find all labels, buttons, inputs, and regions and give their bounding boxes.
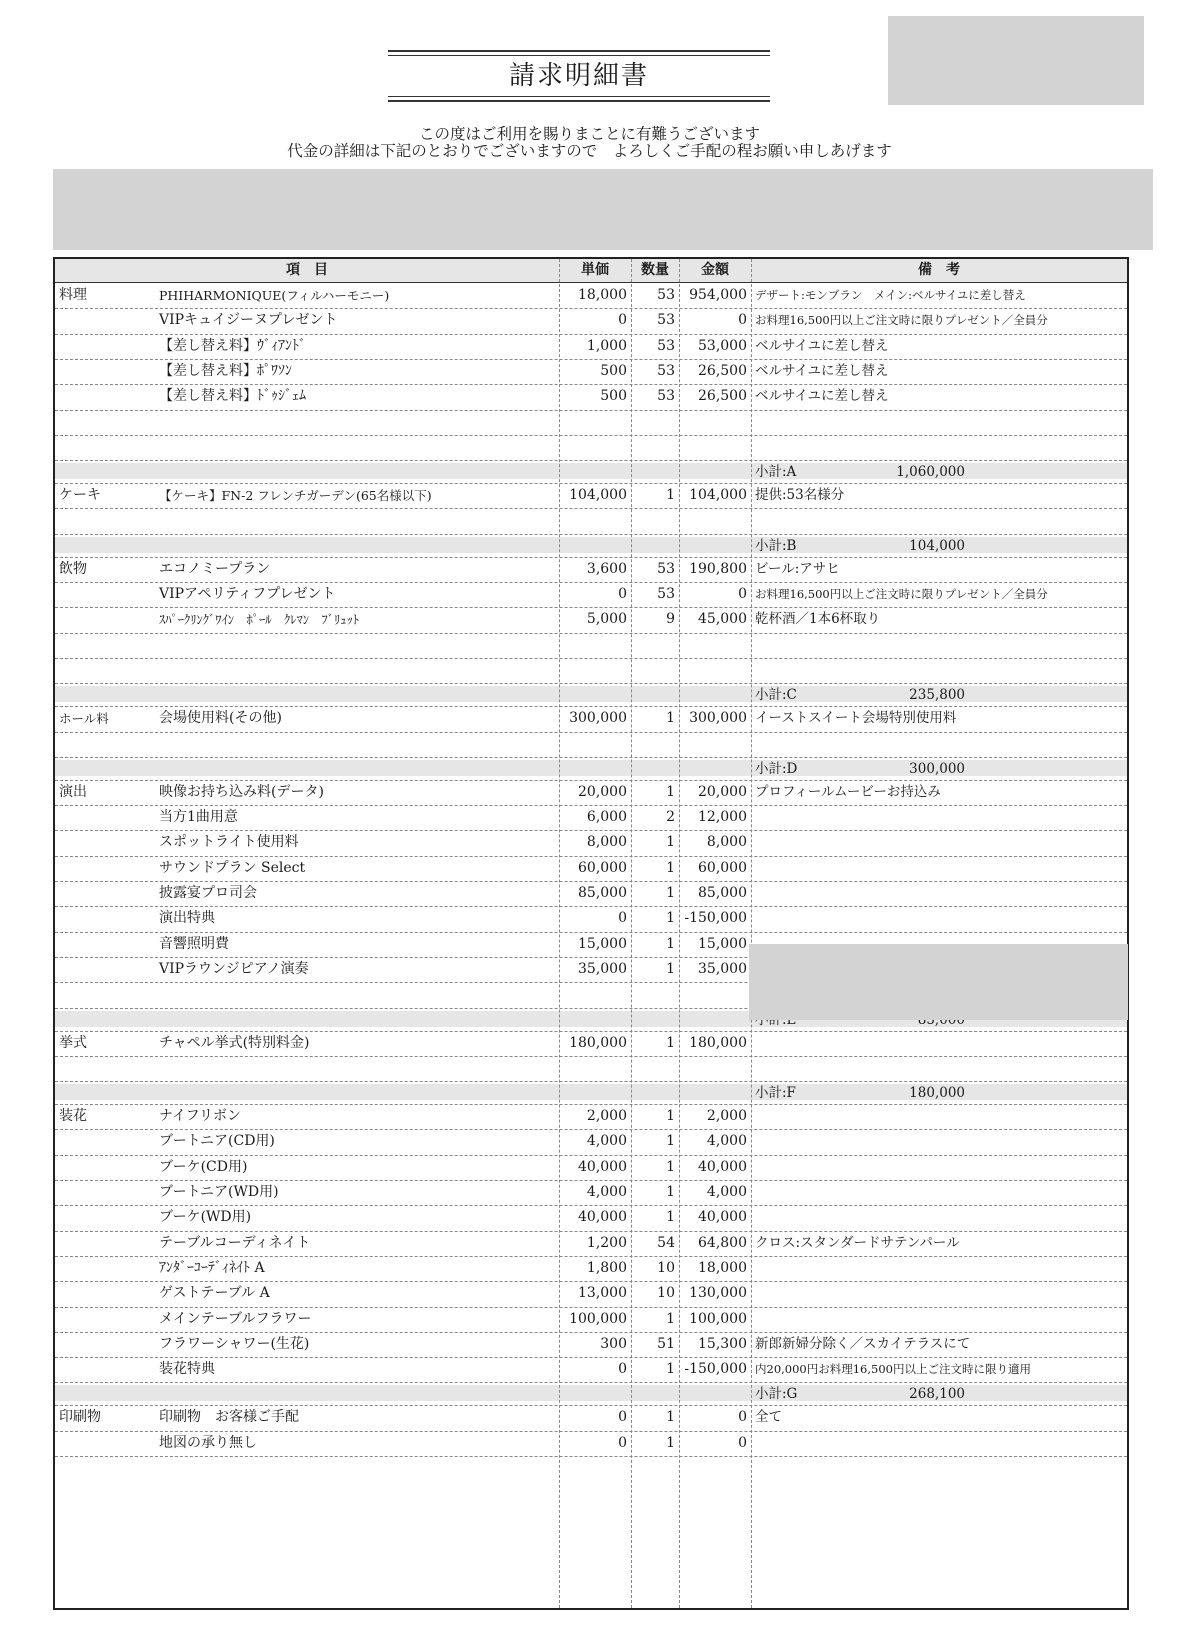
quantity: 1 [666,935,675,952]
quantity: 10 [657,1259,675,1276]
item-name: ブーケ(CD用) [159,1158,248,1175]
item-name: 会場使用料(その他) [159,710,282,727]
category-label: 演出 [59,783,87,800]
amount: 85,000 [698,885,747,901]
unit-price: 85,000 [578,885,627,901]
note: イーストスイート会場特別使用料 [755,710,957,727]
quantity: 53 [657,337,675,354]
row-separator [55,757,1127,758]
unit-price: 100,000 [569,1310,627,1327]
quantity: 1 [666,783,675,800]
note: ビール:アサヒ [755,560,840,577]
item-name: 地図の承り無し [159,1434,257,1451]
unit-price: 2,000 [586,1108,627,1125]
row-separator [55,633,1127,634]
subtotal-band [55,760,1127,776]
subtotal-value: 104,000 [909,537,965,554]
row-separator [55,1456,1127,1457]
greeting-line-1: この度はご利用を賜りまことに有難うございます [418,125,760,143]
row-separator [55,410,1127,411]
quantity: 2 [666,809,675,826]
subtotal-band [55,1084,1127,1100]
category-label: ホール料 [59,711,109,727]
amount: 0 [738,312,747,329]
quantity: 1 [666,1034,675,1051]
unit-price: 0 [618,1409,627,1426]
redacted-header-box [888,16,1144,105]
unit-price: 1,000 [586,337,627,354]
row-separator [55,435,1127,436]
quantity: 1 [666,960,675,977]
subtotal-band [55,686,1127,702]
subtotal-value: 180,000 [909,1085,965,1102]
quantity: 1 [666,1108,675,1125]
amount: 300,000 [689,710,747,727]
item-name: PHIHARMONIQUE(フィルハーモニー) [159,288,390,303]
item-name: VIPアペリティフプレゼント [159,586,336,602]
note: お料理16,500円以上ご注文時に限りプレゼント／全員分 [755,587,1048,601]
amount: 20,000 [698,783,747,800]
row-separator [55,683,1127,684]
item-name: ブートニア(CD用) [159,1133,275,1150]
unit-price: 500 [600,362,627,379]
item-name: ブートニア(WD用) [159,1184,279,1200]
quantity: 51 [657,1335,675,1352]
unit-price: 500 [600,388,627,405]
header-price: 単価 [581,262,609,278]
subtotal-value: 1,060,000 [896,464,965,481]
subtotal-band [55,537,1127,553]
amount: 100,000 [689,1310,747,1327]
amount: 130,000 [689,1285,747,1302]
amount: 64,800 [698,1234,747,1251]
quantity: 1 [666,1310,675,1327]
row-separator [55,1056,1127,1057]
note: 提供:53名様分 [755,487,845,504]
category-label: 装花 [59,1108,87,1125]
quantity: 1 [666,834,675,851]
amount: 12,000 [698,809,747,826]
quantity: 1 [666,1133,675,1150]
note: プロフィールムービーお持込み [755,783,941,800]
item-name: 演出特典 [159,910,215,927]
item-name: 披露宴プロ司会 [159,885,257,901]
quantity: 54 [657,1234,675,1251]
category-label: 飲物 [59,560,87,577]
item-name: ナイフリボン [159,1108,242,1125]
unit-price: 0 [618,1361,627,1378]
amount: 26,500 [698,362,747,379]
note: ベルサイユに差し替え [755,337,889,354]
table-header [55,259,1127,283]
amount: 954,000 [689,287,747,303]
amount: 8,000 [706,834,747,851]
unit-price: 4,000 [586,1184,627,1200]
item-name: サウンドプラン Select [159,859,306,876]
unit-price: 4,000 [586,1133,627,1150]
quantity: 53 [657,560,675,577]
item-name: ｽﾊﾟｰｸﾘﾝｸﾞﾜｲﾝ ﾎﾟｰﾙ ｸﾚﾏﾝ ﾌﾞﾘｭｯﾄ [159,612,360,628]
note: 全て [755,1409,782,1426]
item-name: 【ケーキ】FN-2 フレンチガーデン(65名様以下) [159,488,432,504]
subtotal-label: 小計:A [755,464,797,481]
item-name: テーブルコーディネイト [159,1234,311,1251]
amount: 35,000 [698,960,747,977]
note: 乾杯酒／1本6杯取り [755,611,881,628]
subtotal-label: 小計:F [755,1085,796,1102]
item-name: 映像お持ち込み料(データ) [159,783,324,800]
subtotal-band [55,1385,1127,1401]
amount: 15,000 [698,935,747,952]
amount: 0 [738,1409,747,1426]
quantity: 1 [666,1184,675,1200]
note: デザート:モンブラン メイン:ベルサイユに差し替え [755,288,1026,302]
unit-price: 0 [618,312,627,329]
note: クロス:スタンダードサテンパール [755,1234,960,1251]
item-name: 当方1曲用意 [159,809,238,826]
row-separator [55,1081,1127,1082]
unit-price: 60,000 [578,859,627,876]
quantity: 1 [666,1361,675,1378]
row-separator [55,460,1127,461]
note: 新郎新婦分除く／スカイテラスにて [755,1335,971,1352]
unit-price: 8,000 [586,834,627,851]
unit-price: 15,000 [578,935,627,952]
header-amount: 金額 [701,262,729,278]
quantity: 10 [657,1285,675,1302]
subtotal-value: 268,100 [909,1386,965,1403]
item-name: VIPキュイジーヌプレゼント [159,312,338,329]
quantity: 53 [657,388,675,405]
quantity: 1 [666,885,675,901]
row-separator [55,508,1127,509]
item-name: VIPラウンジピアノ演奏 [159,960,309,977]
unit-price: 20,000 [578,783,627,800]
quantity: 1 [666,1209,675,1226]
amount: 190,800 [689,560,747,577]
unit-price: 300 [600,1335,627,1352]
item-name: エコノミープラン [159,560,271,577]
item-name: チャペル挙式(特別料金) [159,1034,310,1051]
quantity: 1 [666,1158,675,1175]
unit-price: 1,800 [586,1259,627,1276]
subtotal-value: 235,800 [909,687,965,704]
note: ベルサイユに差し替え [755,362,889,379]
unit-price: 3,600 [586,560,627,577]
invoice-table [53,257,1129,1610]
item-name: 【差し替え料】ﾎﾟﾜｿﾝ [159,362,292,379]
row-separator [55,1382,1127,1383]
item-name: 【差し替え料】ｳﾞｨｱﾝﾄﾞ [159,337,306,354]
item-name: ブーケ(WD用) [159,1209,252,1226]
unit-price: 18,000 [578,287,627,303]
column-divider [631,259,632,1608]
note: お料理16,500円以上ご注文時に限りプレゼント／全員分 [755,313,1048,328]
amount: 2,000 [706,1108,747,1125]
column-divider [559,259,560,1608]
quantity: 1 [666,1409,675,1426]
quantity: 1 [666,487,675,504]
quantity: 53 [657,312,675,329]
quantity: 53 [657,287,675,303]
amount: 60,000 [698,859,747,876]
row-separator [55,534,1127,535]
subtotal-label: 小計:G [755,1386,798,1403]
item-name: ゲストテーブル A [159,1285,270,1302]
quantity: 1 [666,1434,675,1451]
amount: 45,000 [698,611,747,628]
quantity: 53 [657,586,675,602]
amount: 40,000 [698,1158,747,1175]
header-note: 備 考 [918,262,960,278]
item-name: フラワーシャワー(生花) [159,1335,310,1352]
amount: 4,000 [706,1184,747,1200]
note: ベルサイユに差し替え [755,388,889,405]
category-label: 料理 [59,287,87,303]
unit-price: 40,000 [578,1158,627,1175]
amount: 0 [738,1434,747,1451]
unit-price: 0 [618,910,627,927]
subtotal-label: 小計:C [755,687,797,704]
amount: 4,000 [706,1133,747,1150]
unit-price: 5,000 [586,611,627,628]
item-name: 装花特典 [159,1361,215,1378]
category-label: 印刷物 [59,1409,101,1426]
subtotal-label: 小計:B [755,537,797,554]
item-name: 【差し替え料】ﾄﾞｩｼﾞｪﾑ [159,388,306,405]
subtotal-label: 小計:D [755,760,798,777]
quantity: 1 [666,910,675,927]
amount: 40,000 [698,1209,747,1226]
unit-price: 40,000 [578,1209,627,1226]
quantity: 1 [666,859,675,876]
unit-price: 1,200 [586,1234,627,1251]
category-label: ケーキ [59,487,101,504]
unit-price: 0 [618,1434,627,1451]
item-name: ｱﾝﾀﾞｰｺｰﾃﾞｨﾈｲﾄ A [159,1259,265,1276]
unit-price: 0 [618,586,627,602]
redacted-address-box [53,169,1153,250]
item-name: 印刷物 お客様ご手配 [159,1409,299,1426]
item-name: スポットライト使用料 [159,834,299,851]
note: 内20,000円お料理16,500円以上ご注文時に限り適用 [755,1362,1031,1377]
amount: 180,000 [689,1034,747,1051]
amount: 0 [738,586,747,602]
header-qty: 数量 [641,262,669,278]
column-divider [751,259,752,1608]
greeting-line-2: 代金の詳細は下記のとおりでございますので よろしくご手配の程お願い申しあげます [287,142,892,160]
redacted-note-box [749,944,1128,1020]
amount: -150,000 [684,1361,747,1378]
quantity: 53 [657,362,675,379]
amount: 26,500 [698,388,747,405]
category-label: 挙式 [59,1034,87,1051]
unit-price: 35,000 [578,960,627,977]
subtotal-band [55,463,1127,479]
amount: 53,000 [698,337,747,354]
subtotal-value: 300,000 [909,760,965,777]
unit-price: 13,000 [578,1285,627,1302]
unit-price: 104,000 [569,487,627,504]
amount: 104,000 [689,487,747,504]
quantity: 9 [666,611,675,628]
amount: -150,000 [684,910,747,927]
unit-price: 6,000 [586,809,627,826]
document-title: 請求明細書 [508,61,649,91]
column-divider [679,259,680,1608]
item-name: メインテーブルフラワー [159,1310,312,1327]
row-separator [55,732,1127,733]
unit-price: 180,000 [569,1034,627,1051]
quantity: 1 [666,710,675,727]
item-name: 音響照明費 [159,935,229,952]
unit-price: 300,000 [569,710,627,727]
header-item: 項 目 [286,262,328,278]
amount: 18,000 [698,1259,747,1276]
row-separator [55,658,1127,659]
amount: 15,300 [698,1335,747,1352]
